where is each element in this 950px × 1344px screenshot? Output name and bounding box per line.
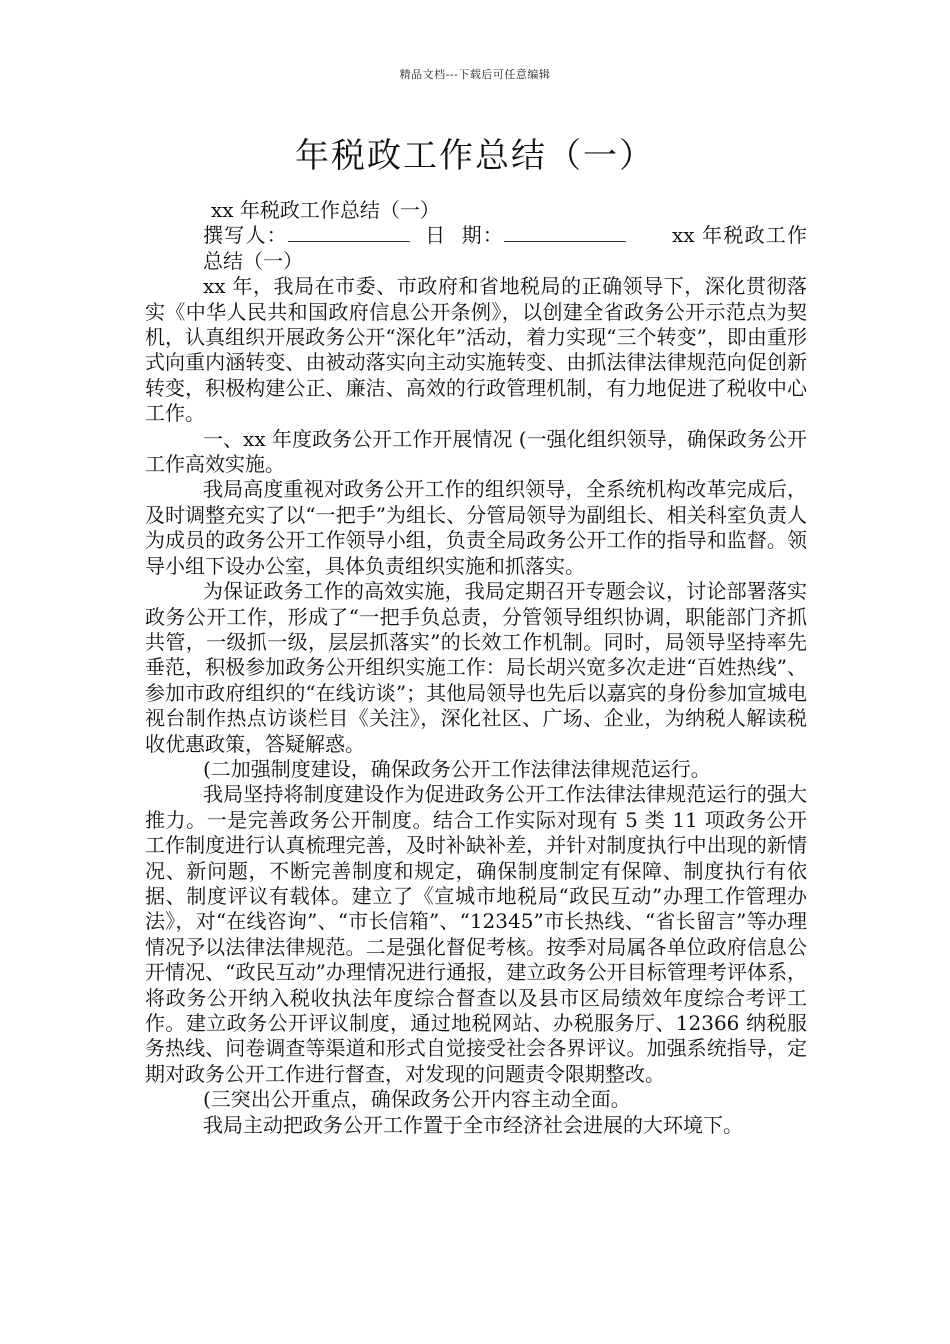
- document-subtitle: xx 年税政工作总结（一）: [211, 198, 440, 222]
- author-label: 撰写人：: [203, 223, 288, 248]
- date-label-part-1: 日: [423, 223, 447, 248]
- document-meta-line: [145, 223, 807, 274]
- section-heading-1: 一、xx 年度政务公开工作开展情况 (一强化组织领导，确保政务公开工作高效实施。: [145, 426, 807, 477]
- paragraph-system-building: 我局坚持将制度建设作为促进政务公开工作法律法律规范运行的强大推力。一是完善政务公开制度。结合工作实际对现有 5 类 11 项政务公开工作制度进行认真梳理完善，及时补缺补差，并针对制度执行中出现的新情况、新问题，不断完善制度和规定，确保制度制定有保障、制度执行有依据、制度评议有载体。建立了《宣城市地税局“政民互动”办理工作管理办法》，对“在线咨询”、“市长信箱”、“12345”市长热线、“省长留言”等办理情况予以法律法律规范。二是强化督促考核。按季对局属各单位政府信息公开情况、“政民互动”办理情况进行通报，建立政务公开目标管理考评体系，将政务公开纳入税收执法年度综合督查以及县市区局绩效年度综合考评工作。建立政务公开评议制度，通过地税网站、办税服务厅、12366 纳税服务热线、问卷调查等渠道和形式自觉接受社会各界评议。加强系统指导，定期对政务公开工作进行督查，对发现的问题责令限期整改。: [145, 782, 807, 1086]
- document-title: 年税政工作总结（一）: [295, 136, 655, 176]
- page-header-note: 精品文档---下载后可任意编辑: [399, 68, 551, 81]
- date-blank: [504, 225, 626, 242]
- paragraph-intro: xx 年，我局在市委、市政府和省地税局的正确领导下，深化贯彻落实《中华人民共和国政府信息公开条例》，以创建全省政务公开示范点为契机，认真组织开展政务公开“深化年”活动，着力实现“三个转变”，即由重形式向重内涵转变、由被动落实向主动实施转变、由抓法律法律规范向促创新转变，积极构建公正、廉洁、高效的行政管理机制，有力地促进了税收中心工作。: [145, 274, 807, 426]
- subsection-heading-3: (三突出公开重点，确保政务公开内容主动全面。: [203, 1087, 631, 1112]
- paragraph-environment: 我局主动把政务公开工作置于全市经济社会进展的大环境下。: [203, 1112, 743, 1137]
- author-blank: [288, 225, 410, 242]
- document-body: [145, 198, 807, 1138]
- paragraph-meetings: 为保证政务工作的高效实施，我局定期召开专题会议，讨论部署落实政务公开工作，形成了“一把手负总责，分管领导组织协调，职能部门齐抓共管，一级抓一级，层层抓落实”的长效工作机制。同时，局领导坚持率先垂范，积极参加政务公开组织实施工作：局长胡兴宽多次走进“百姓热线”、参加市政府组织的“在线访谈”；其他局领导也先后以嘉宾的身份参加宣城电视台制作热点访谈栏目《关注》，深化社区、广场、企业，为纳税人解读税收优惠政策，答疑解惑。: [145, 579, 807, 756]
- meta-trailing-title: xx 年税政工作总结（一）: [203, 223, 808, 273]
- date-label-part-2: 期：: [460, 223, 505, 248]
- subsection-heading-2: (二加强制度建设，确保政务公开工作法律法律规范运行。: [203, 756, 711, 781]
- paragraph-organization: 我局高度重视对政务公开工作的组织领导，全系统机构改革完成后，及时调整充实了以“一把手”为组长、分管局领导为副组长、相关科室负责人为成员的政务公开工作领导小组，负责全局政务公开工作的指导和监督。领导小组下设办公室，具体负责组织实施和抓落实。: [145, 477, 807, 578]
